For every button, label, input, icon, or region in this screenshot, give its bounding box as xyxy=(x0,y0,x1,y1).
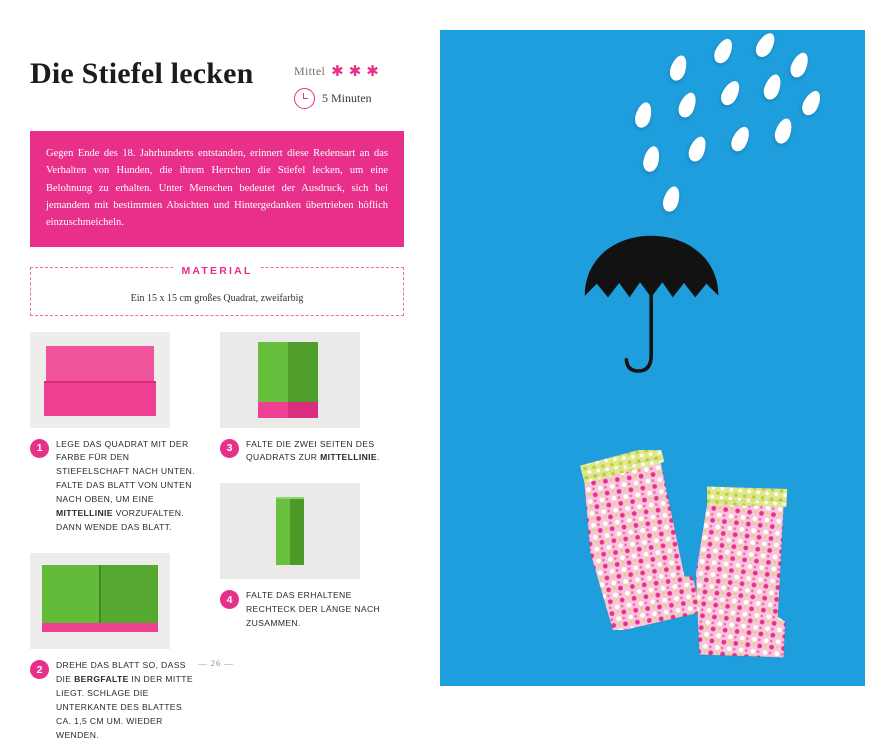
step-1 xyxy=(30,332,200,535)
center-fold-line xyxy=(99,565,101,627)
step-1-body xyxy=(30,438,200,535)
steps-grid xyxy=(30,332,404,743)
star-icon: ✱ xyxy=(366,63,379,80)
paper-bottom-half xyxy=(44,382,156,416)
page-title: Die Stiefel lecken xyxy=(30,57,254,90)
raindrop-icon xyxy=(711,36,736,66)
step-4 xyxy=(220,483,390,631)
clock-icon xyxy=(294,88,315,109)
raindrop-icon xyxy=(718,78,743,108)
paper-right-strip xyxy=(290,499,304,565)
raindrop-icon xyxy=(641,145,662,174)
step-4-photo xyxy=(220,483,360,579)
step-instruction: FALTE DIE ZWEI SEITEN DES QUADRATS ZUR MITTELLINIE. xyxy=(246,438,380,463)
umbrella-canopy-shape xyxy=(585,236,719,298)
raindrop-icon xyxy=(676,90,700,120)
raindrop-icon xyxy=(787,50,811,80)
step-instruction: DREHE DAS BLATT SO, DASS DIE BERGFALTE IN DER MITTE LIEGT. SCHLAGE DIE UNTERKANTE DES BLATTES CA. 1,5 CM UM. WIEDER WENDEN. xyxy=(56,660,193,740)
star-icon: ✱ xyxy=(348,63,362,80)
time-label: 5 Minuten xyxy=(322,91,372,105)
raindrop-icon xyxy=(728,124,753,154)
steps-column-left xyxy=(30,332,200,743)
umbrella-icon xyxy=(482,235,822,395)
step-4-body xyxy=(220,589,390,631)
raindrop-icon xyxy=(761,72,784,102)
step-instruction: LEGE DAS QUADRAT MIT DER FARBE FÜR DEN STIEFELSCHAFT NACH UNTEN. FALTE DAS BLATT VON UNTEN NACH OBEN, UM EINE MITTELLINIE VORZUFALTEN. DANN WENDE DAS BLATT. xyxy=(56,438,195,533)
paper-pink-band xyxy=(42,623,158,632)
star-icon: ✱ xyxy=(331,63,344,80)
page-number: — 26 — xyxy=(198,658,234,668)
step-2 xyxy=(30,553,200,743)
title-row xyxy=(30,58,404,109)
material-text: Ein 15 x 15 cm großes Quadrat, zweifarbig xyxy=(130,292,304,304)
paper-right-panel xyxy=(288,342,318,404)
step-3-body xyxy=(220,438,390,466)
step-number-badge: 1 xyxy=(30,439,49,458)
material-heading: MATERIAL xyxy=(173,265,260,277)
intro-paragraph: Gegen Ende des 18. Jahrhunderts entstanden, erinnert diese Redensart an das Verhalten von Hunden, die ihrem Herrchen die Stiefel lecken, um eine Belohnung zu erhalten. Unter Menschen bedeutet der Ausdruck, sich bei jemandem mit bestimmten Absichten und Hintergedanken übertrieben höflich einzuschmeicheln. xyxy=(30,131,404,247)
step-3 xyxy=(220,332,390,466)
step-number-badge: 4 xyxy=(220,590,239,609)
step-instruction: FALTE DAS ERHALTENE RECHTECK DER LÄNGE NACH ZUSAMMEN. xyxy=(246,590,381,629)
paper-left-panel xyxy=(42,565,99,627)
difficulty-label: Mittel xyxy=(294,64,326,78)
spacer xyxy=(220,465,390,483)
difficulty-and-time xyxy=(294,64,404,109)
spacer xyxy=(30,535,200,553)
origami-boot-right xyxy=(680,485,810,665)
step-1-photo xyxy=(30,332,170,428)
raindrop-icon xyxy=(667,53,689,82)
right-page xyxy=(432,0,895,716)
step-number-badge: 3 xyxy=(220,439,239,458)
paper-pink-cuff-shadow xyxy=(288,402,318,418)
steps-column-right xyxy=(220,332,390,743)
material-block xyxy=(30,264,404,316)
left-page xyxy=(0,0,432,740)
paper-left-strip xyxy=(276,499,290,565)
step-2-photo xyxy=(30,553,170,649)
raindrop-icon xyxy=(661,184,683,213)
origami-umbrella-boots-photo xyxy=(440,30,865,686)
difficulty-stars xyxy=(331,64,379,79)
umbrella-handle xyxy=(626,295,651,371)
paper-top-half xyxy=(46,346,154,382)
raindrop-icon xyxy=(772,116,795,145)
paper-left-panel xyxy=(258,342,288,404)
raindrop-icon xyxy=(686,134,709,164)
paper-right-panel xyxy=(100,565,158,627)
difficulty-row xyxy=(294,64,404,79)
step-number-badge: 2 xyxy=(30,660,49,679)
time-row xyxy=(294,88,404,109)
raindrop-icon xyxy=(633,100,655,129)
fold-crease xyxy=(44,381,156,383)
raindrop-icon xyxy=(799,88,824,118)
raindrop-icon xyxy=(753,30,779,60)
step-2-body xyxy=(30,659,200,743)
step-3-photo xyxy=(220,332,360,428)
